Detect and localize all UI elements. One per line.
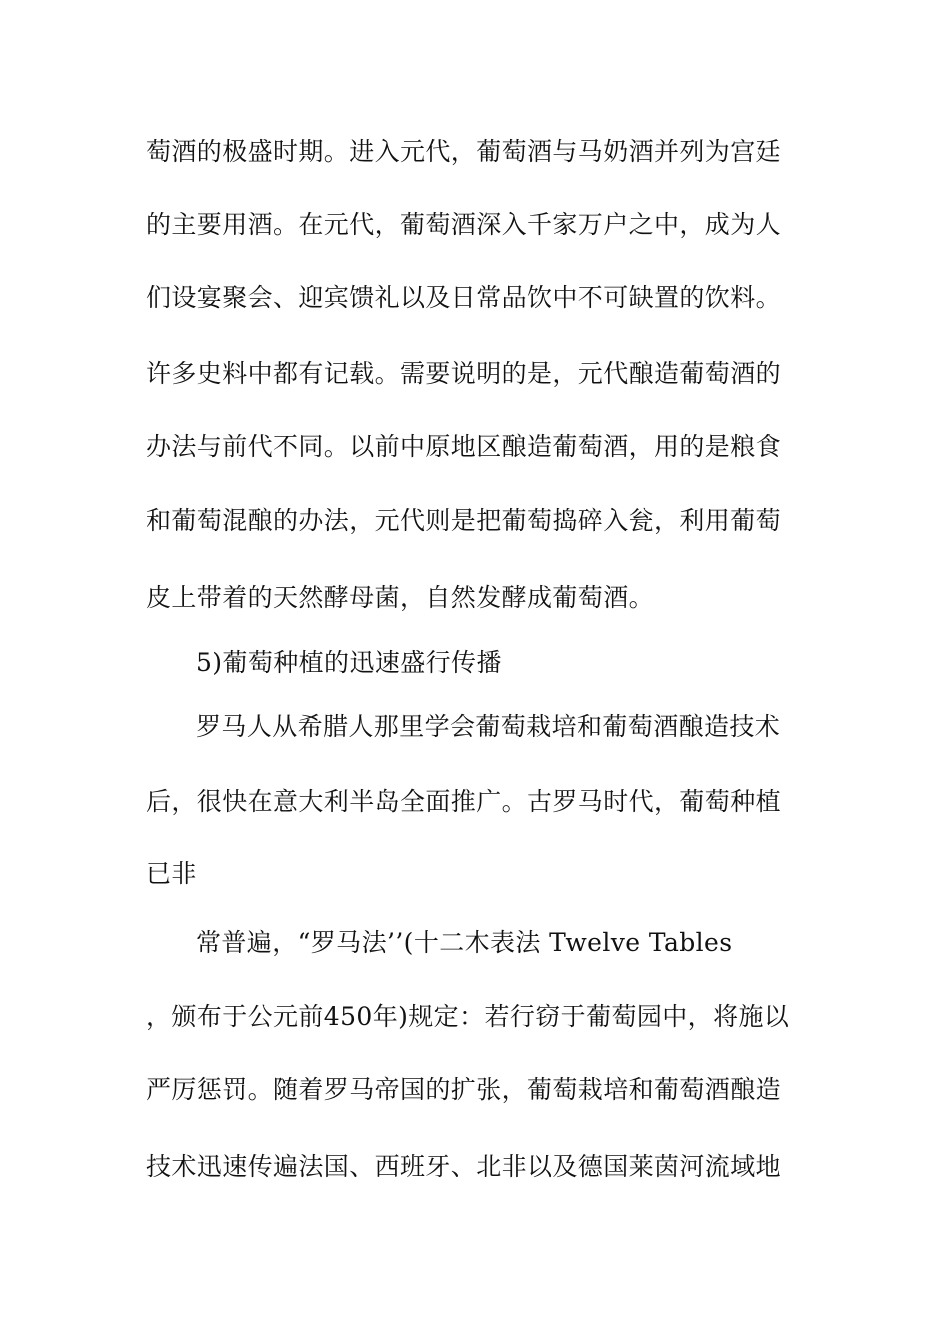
paragraph-line: 们设宴聚会、迎宾馈礼以及日常品饮中不可缺置的饮料。 (146, 283, 782, 312)
paragraph-line: 严厉惩罚。随着罗马帝国的扩张，葡萄栽培和葡萄酒酿造 (146, 1075, 782, 1104)
paragraph-line: 萄酒的极盛时期。进入元代，葡萄酒与马奶酒并列为宫廷 (146, 137, 782, 166)
paragraph-line: 的主要用酒。在元代，葡萄酒深入千家万户之中，成为人 (146, 210, 782, 239)
paragraph-line: ，颁布于公元前450年)规定：若行窃于葡萄园中，将施以 (146, 1002, 790, 1031)
paragraph-line: 罗马人从希腊人那里学会葡萄栽培和葡萄酒酿造技术 (196, 712, 781, 741)
paragraph-line: 后，很快在意大利半岛全面推广。古罗马时代，葡萄种植 (146, 787, 782, 816)
paragraph-line: 技术迅速传遍法国、西班牙、北非以及德国莱茵河流域地 (146, 1152, 782, 1181)
paragraph-line: 皮上带着的天然酵母菌，自然发酵成葡萄酒。 (146, 583, 655, 612)
paragraph-line: 许多史料中都有记载。需要说明的是，元代酿造葡萄酒的 (146, 359, 782, 388)
paragraph-line: 已非 (146, 859, 197, 888)
paragraph-line: 办法与前代不同。以前中原地区酿造葡萄酒，用的是粮食 (146, 432, 782, 461)
paragraph-line: 常普遍，“罗马法’’(十二木表法 Twelve Tables (196, 928, 733, 957)
section-heading: 5)葡萄种植的迅速盛行传播 (196, 648, 502, 677)
paragraph-line: 和葡萄混酿的办法，元代则是把葡萄捣碎入瓮，利用葡萄 (146, 506, 782, 535)
